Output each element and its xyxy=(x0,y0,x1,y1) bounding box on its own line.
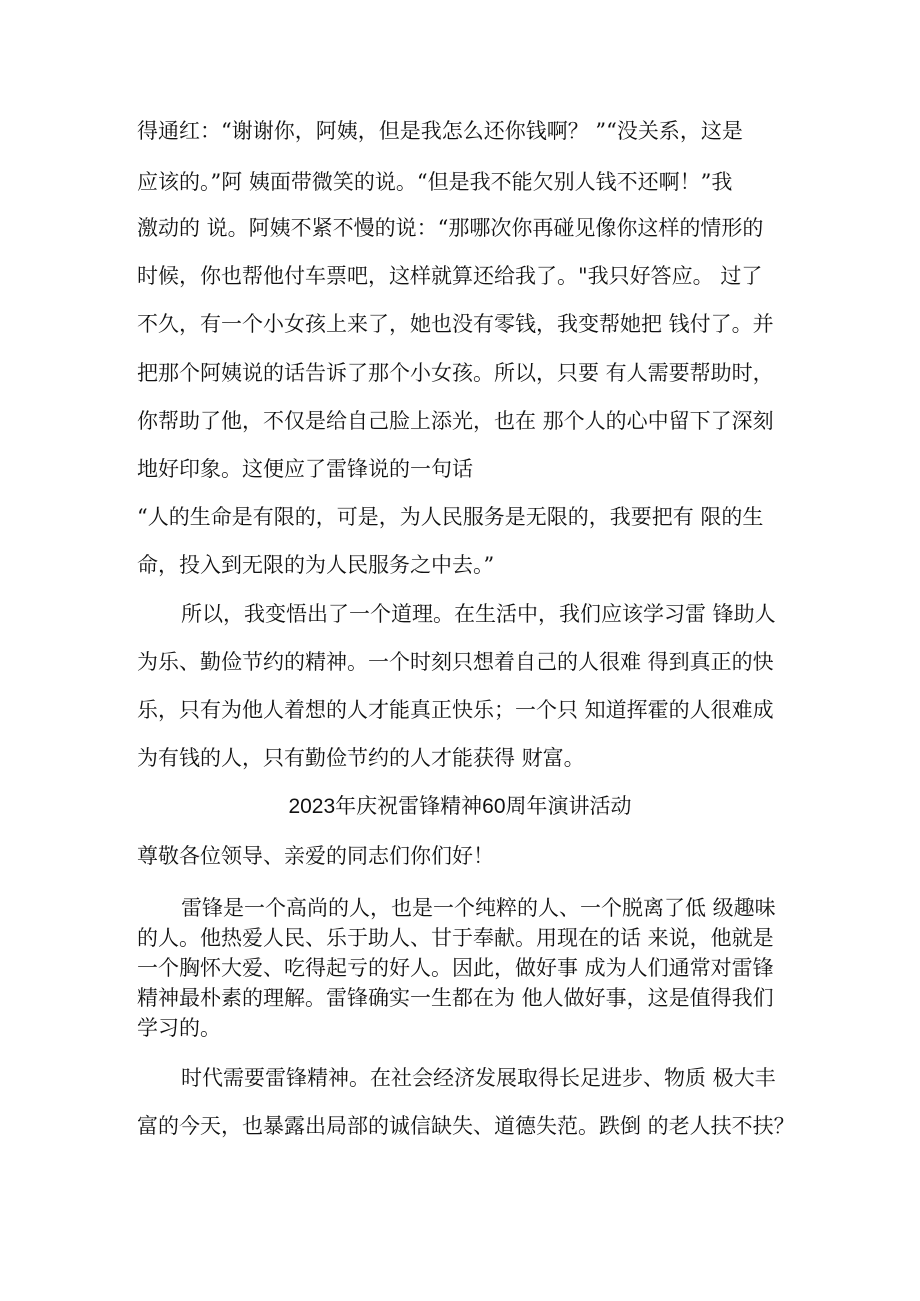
quote-line: “人的生命是有限的，可是，为人民服务是无限的，我要把有 限的生 xyxy=(137,505,764,529)
paragraph-line: 精神最朴素的理解。雷锋确实一生都在为 他人做好事，这是值得我们 xyxy=(137,986,774,1010)
greeting: 尊敬各位领导、亲爱的同志们你们好！ xyxy=(137,844,494,868)
quote-line: 命，投入到无限的为人民服务之中去。” xyxy=(137,553,495,577)
paragraph-line: 一个胸怀大爱、吃得起亏的好人。因此，做好事 成为人们通常对雷锋 xyxy=(137,956,774,980)
paragraph-line: 时代需要雷锋精神。在社会经济发展取得长足进步、物质 极大丰 xyxy=(181,1066,776,1090)
body-text-line: 应该的。”阿 姨面带微笑的说。“但是我不能欠别人钱不还啊！”我 xyxy=(137,170,733,194)
body-text-line: 得通红：“谢谢你，阿姨，但是我怎么还你钱啊？ ”“没关系，这是 xyxy=(137,119,743,143)
conclusion-line: 为乐、勤俭节约的精神。一个时刻只想着自己的人很难 得到真正的快 xyxy=(137,650,774,674)
paragraph-line: 富的今天，也暴露出局部的诚信缺失、道德失范。跌倒 的老人扶不扶？ xyxy=(137,1114,795,1138)
body-text-line: 地好印象。这便应了雷锋说的一句话 xyxy=(137,457,473,481)
paragraph-line: 的人。他热爱人民、乐于助人、甘于奉献。用现在的话 来说，他就是 xyxy=(137,926,774,950)
conclusion-line: 乐，只有为他人着想的人才能真正快乐；一个只 知道挥霍的人很难成 xyxy=(137,698,774,722)
body-text-line: 激动的 说。阿姨不紧不慢的说：“那哪次你再碰见像你这样的情形的 xyxy=(137,216,764,240)
conclusion-line: 所以，我变悟出了一个道理。在生活中，我们应该学习雷 锋助人 xyxy=(181,602,776,626)
speech-title: 2023年庆祝雷锋精神60周年演讲活动 xyxy=(288,795,632,818)
body-text-line: 你帮助了他，不仅是给自己脸上添光，也在 那个人的心中留下了深刻 xyxy=(137,409,774,433)
body-text-line: 把那个阿姨说的话告诉了那个小女孩。所以，只要 有人需要帮助时， xyxy=(137,361,774,385)
conclusion-line: 为有钱的人，只有勤俭节约的人才能获得 财富。 xyxy=(137,746,585,770)
paragraph-line: 雷锋是一个高尚的人，也是一个纯粹的人、一个脱离了低 级趣味 xyxy=(181,896,776,920)
body-text-line: 不久，有一个小女孩上来了，她也没有零钱，我变帮她把 钱付了。并 xyxy=(137,312,774,336)
paragraph-line: 学习的。 xyxy=(137,1016,221,1040)
body-text-line: 时候，你也帮他付车票吧，这样就算还给我了。"我只好答应。 过了 xyxy=(137,264,763,288)
